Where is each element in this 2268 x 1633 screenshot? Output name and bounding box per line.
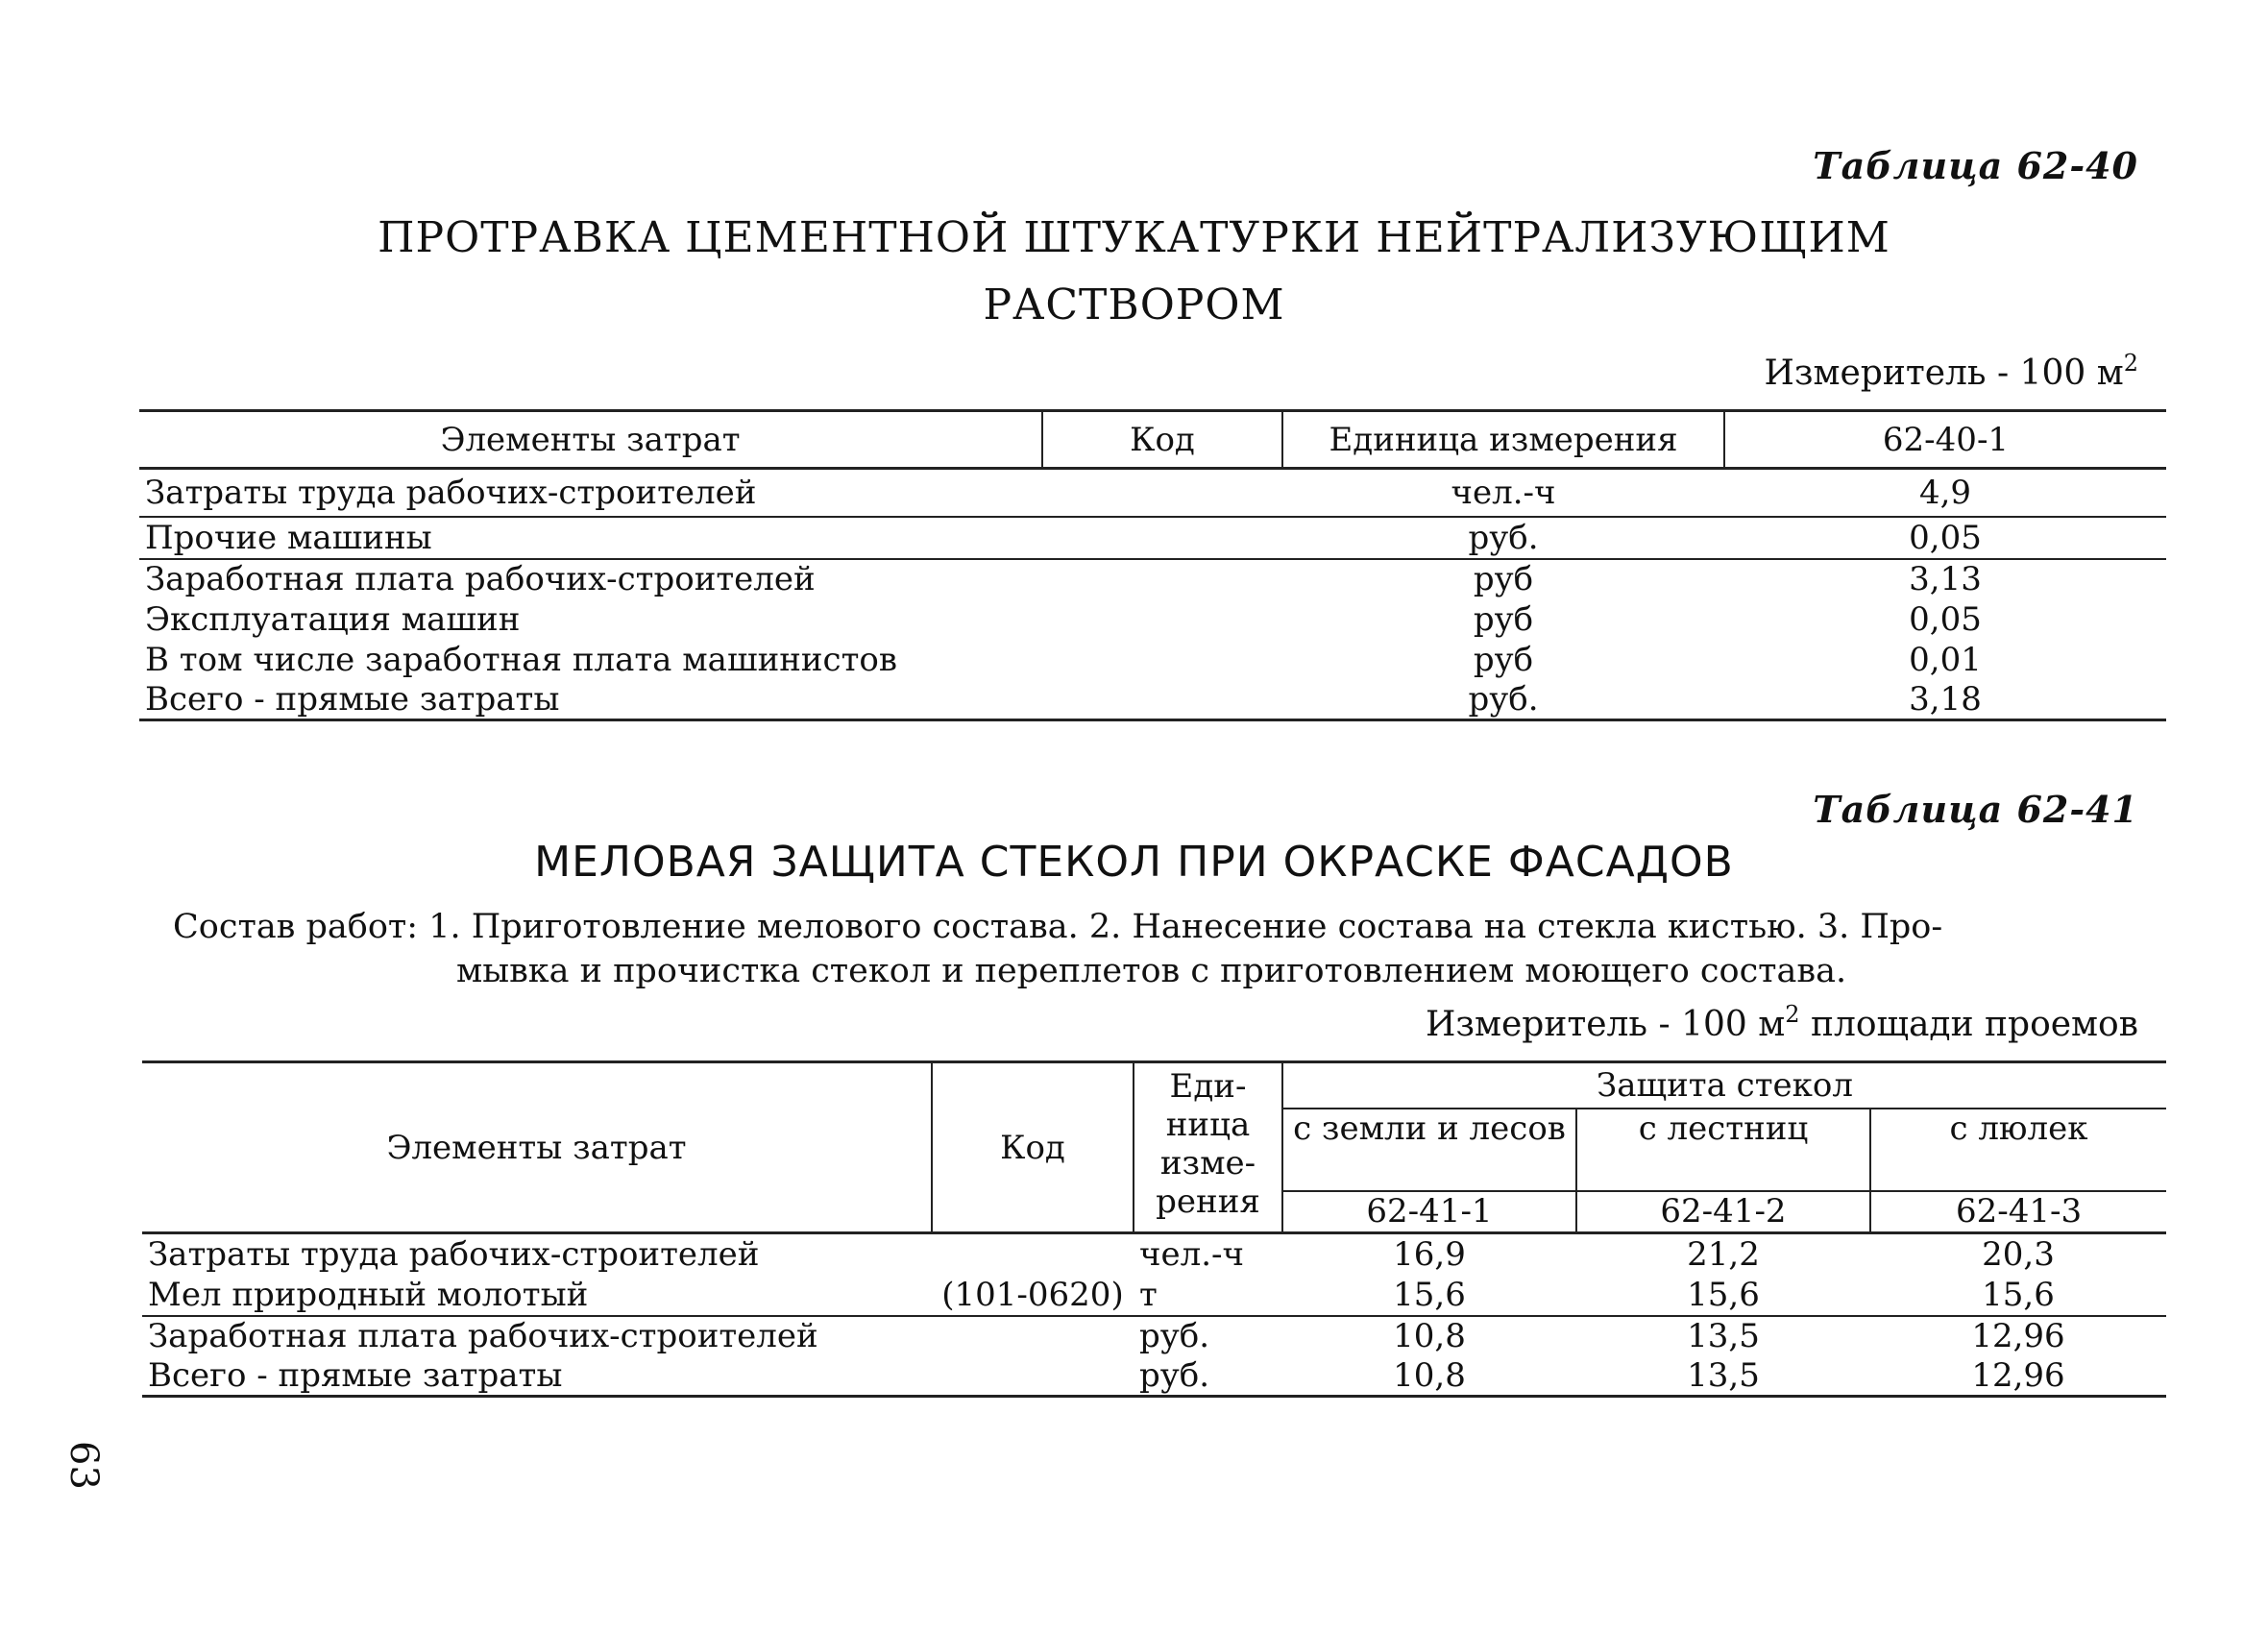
row-value-3: 12,96 [1971,1317,2065,1355]
cost-table-62-41 [142,1060,2166,1398]
header-unit: Единица измерения [1282,411,1724,469]
row-value-1: 10,8 [1393,1317,1466,1355]
row-name: Всего - прямые затраты [142,1356,932,1397]
work-composition-continuation: мывка и прочистка стекол и переплетов с приготовлением моющего состава. [456,952,1847,990]
row-code [932,1356,1134,1397]
header-norm-code: 62-40-1 [1724,411,2166,469]
table-title-continuation: РАСТВОРОМ [983,280,1285,329]
row-unit: руб [1473,599,1534,639]
header-code: Код [932,1062,1134,1233]
row-value-2: 15,6 [1576,1276,1870,1316]
row-name: В том числе заработная плата машинистов [145,640,898,679]
row-value-3: 15,6 [1870,1276,2166,1316]
row-code [1042,559,1282,599]
header-code-62-41-3: 62-41-3 [1870,1191,2166,1233]
measurement-unit: Измеритель - 100 $м^2$ [1764,350,2138,393]
row-unit: руб [1473,560,1534,598]
row-unit: чел.-ч [1139,1235,1244,1275]
row-code [1042,640,1282,680]
row-code [1042,680,1282,720]
row-code [932,1316,1134,1356]
row-value-2: 21,2 [1687,1235,1760,1275]
row-value: 4,9 [1724,469,2166,517]
row-unit: руб. [1139,1317,1210,1355]
row-code [1042,517,1282,559]
header-code: Код [1042,411,1282,469]
row-value-2: 13,5 [1687,1317,1760,1355]
row-name: Мел природный молотый [142,1276,932,1316]
table-row [142,1356,2166,1397]
row-name: Прочие машины [139,517,1042,559]
table-number: Таблица 62-41 [1813,788,2138,831]
row-unit: руб. [1282,680,1724,720]
table-row [139,469,2166,517]
cost-table-62-40 [139,409,2166,721]
header-elements: Элементы затрат [142,1062,932,1233]
table-row [139,517,2166,559]
table-row [142,1233,2166,1276]
row-unit: руб. [1134,1356,1282,1397]
row-unit: руб. [1282,517,1724,559]
row-value-1: 10,8 [1282,1356,1576,1397]
row-value: 3,18 [1724,680,2166,720]
table-row [139,640,2166,680]
row-value: 0,01 [1909,640,1982,679]
row-unit: чел.-ч [1282,469,1724,517]
row-unit: руб [1473,640,1534,679]
row-value: 0,05 [1909,599,1982,639]
work-composition: Состав работ: 1. Приготовление мелового состава. 2. Нанесение состава на стекла кистью. 3. Про- [173,908,1943,946]
row-code [1042,469,1282,517]
header-elements: Элементы затрат [139,411,1042,469]
table-title: ПРОТРАВКА ЦЕМЕНТНОЙ ШТУКАТУРКИ НЕЙТРАЛИЗУЮЩИМ [378,213,1890,262]
table-row [139,559,2166,599]
row-name: Всего - прямые затраты [139,680,1042,720]
table-row [139,599,2166,640]
table-row [142,1316,2166,1356]
header-code-62-41-2: 62-41-2 [1576,1191,1870,1233]
row-value-2: 13,5 [1576,1356,1870,1397]
row-name: Эксплуатация машин [145,599,521,639]
table-title: МЕЛОВАЯ ЗАЩИТА СТЕКОЛ ПРИ ОКРАСКЕ ФАСАДОВ [534,838,1734,887]
row-name: Заработная плата рабочих-строителей [145,560,816,598]
row-name: Затраты труда рабочих-строителей [139,469,1042,517]
header-glass-protection: Защита стекол [1282,1062,2166,1109]
header-from-stairs: с лестниц [1576,1109,1870,1191]
header-from-cradles: с люлек [1870,1109,2166,1191]
header-code-62-41-1: 62-41-1 [1282,1191,1576,1233]
row-code: (101-0620) [932,1276,1134,1316]
row-code [1042,599,1282,640]
row-name: Заработная плата рабочих-строителей [148,1317,818,1355]
header-unit: Еди- ница изме- рения [1134,1062,1282,1233]
row-value-1: 16,9 [1393,1235,1466,1275]
row-value: 3,13 [1909,560,1982,598]
row-value: 0,05 [1724,517,2166,559]
measurement-unit: Измеритель - 100 $м^2$ площади проемов [1425,1001,2138,1044]
row-name: Затраты труда рабочих-строителей [148,1235,760,1275]
row-code [932,1233,1134,1276]
table-row [142,1276,2166,1316]
row-value-1: 15,6 [1282,1276,1576,1316]
page-number: 63 [61,1441,106,1490]
header-from-ground: с земли и лесов [1282,1109,1576,1191]
row-value-3: 20,3 [1982,1235,2055,1275]
row-unit: т [1134,1276,1282,1316]
row-value-3: 12,96 [1870,1356,2166,1397]
table-number: Таблица 62-40 [1813,144,2138,187]
table-row [139,680,2166,720]
